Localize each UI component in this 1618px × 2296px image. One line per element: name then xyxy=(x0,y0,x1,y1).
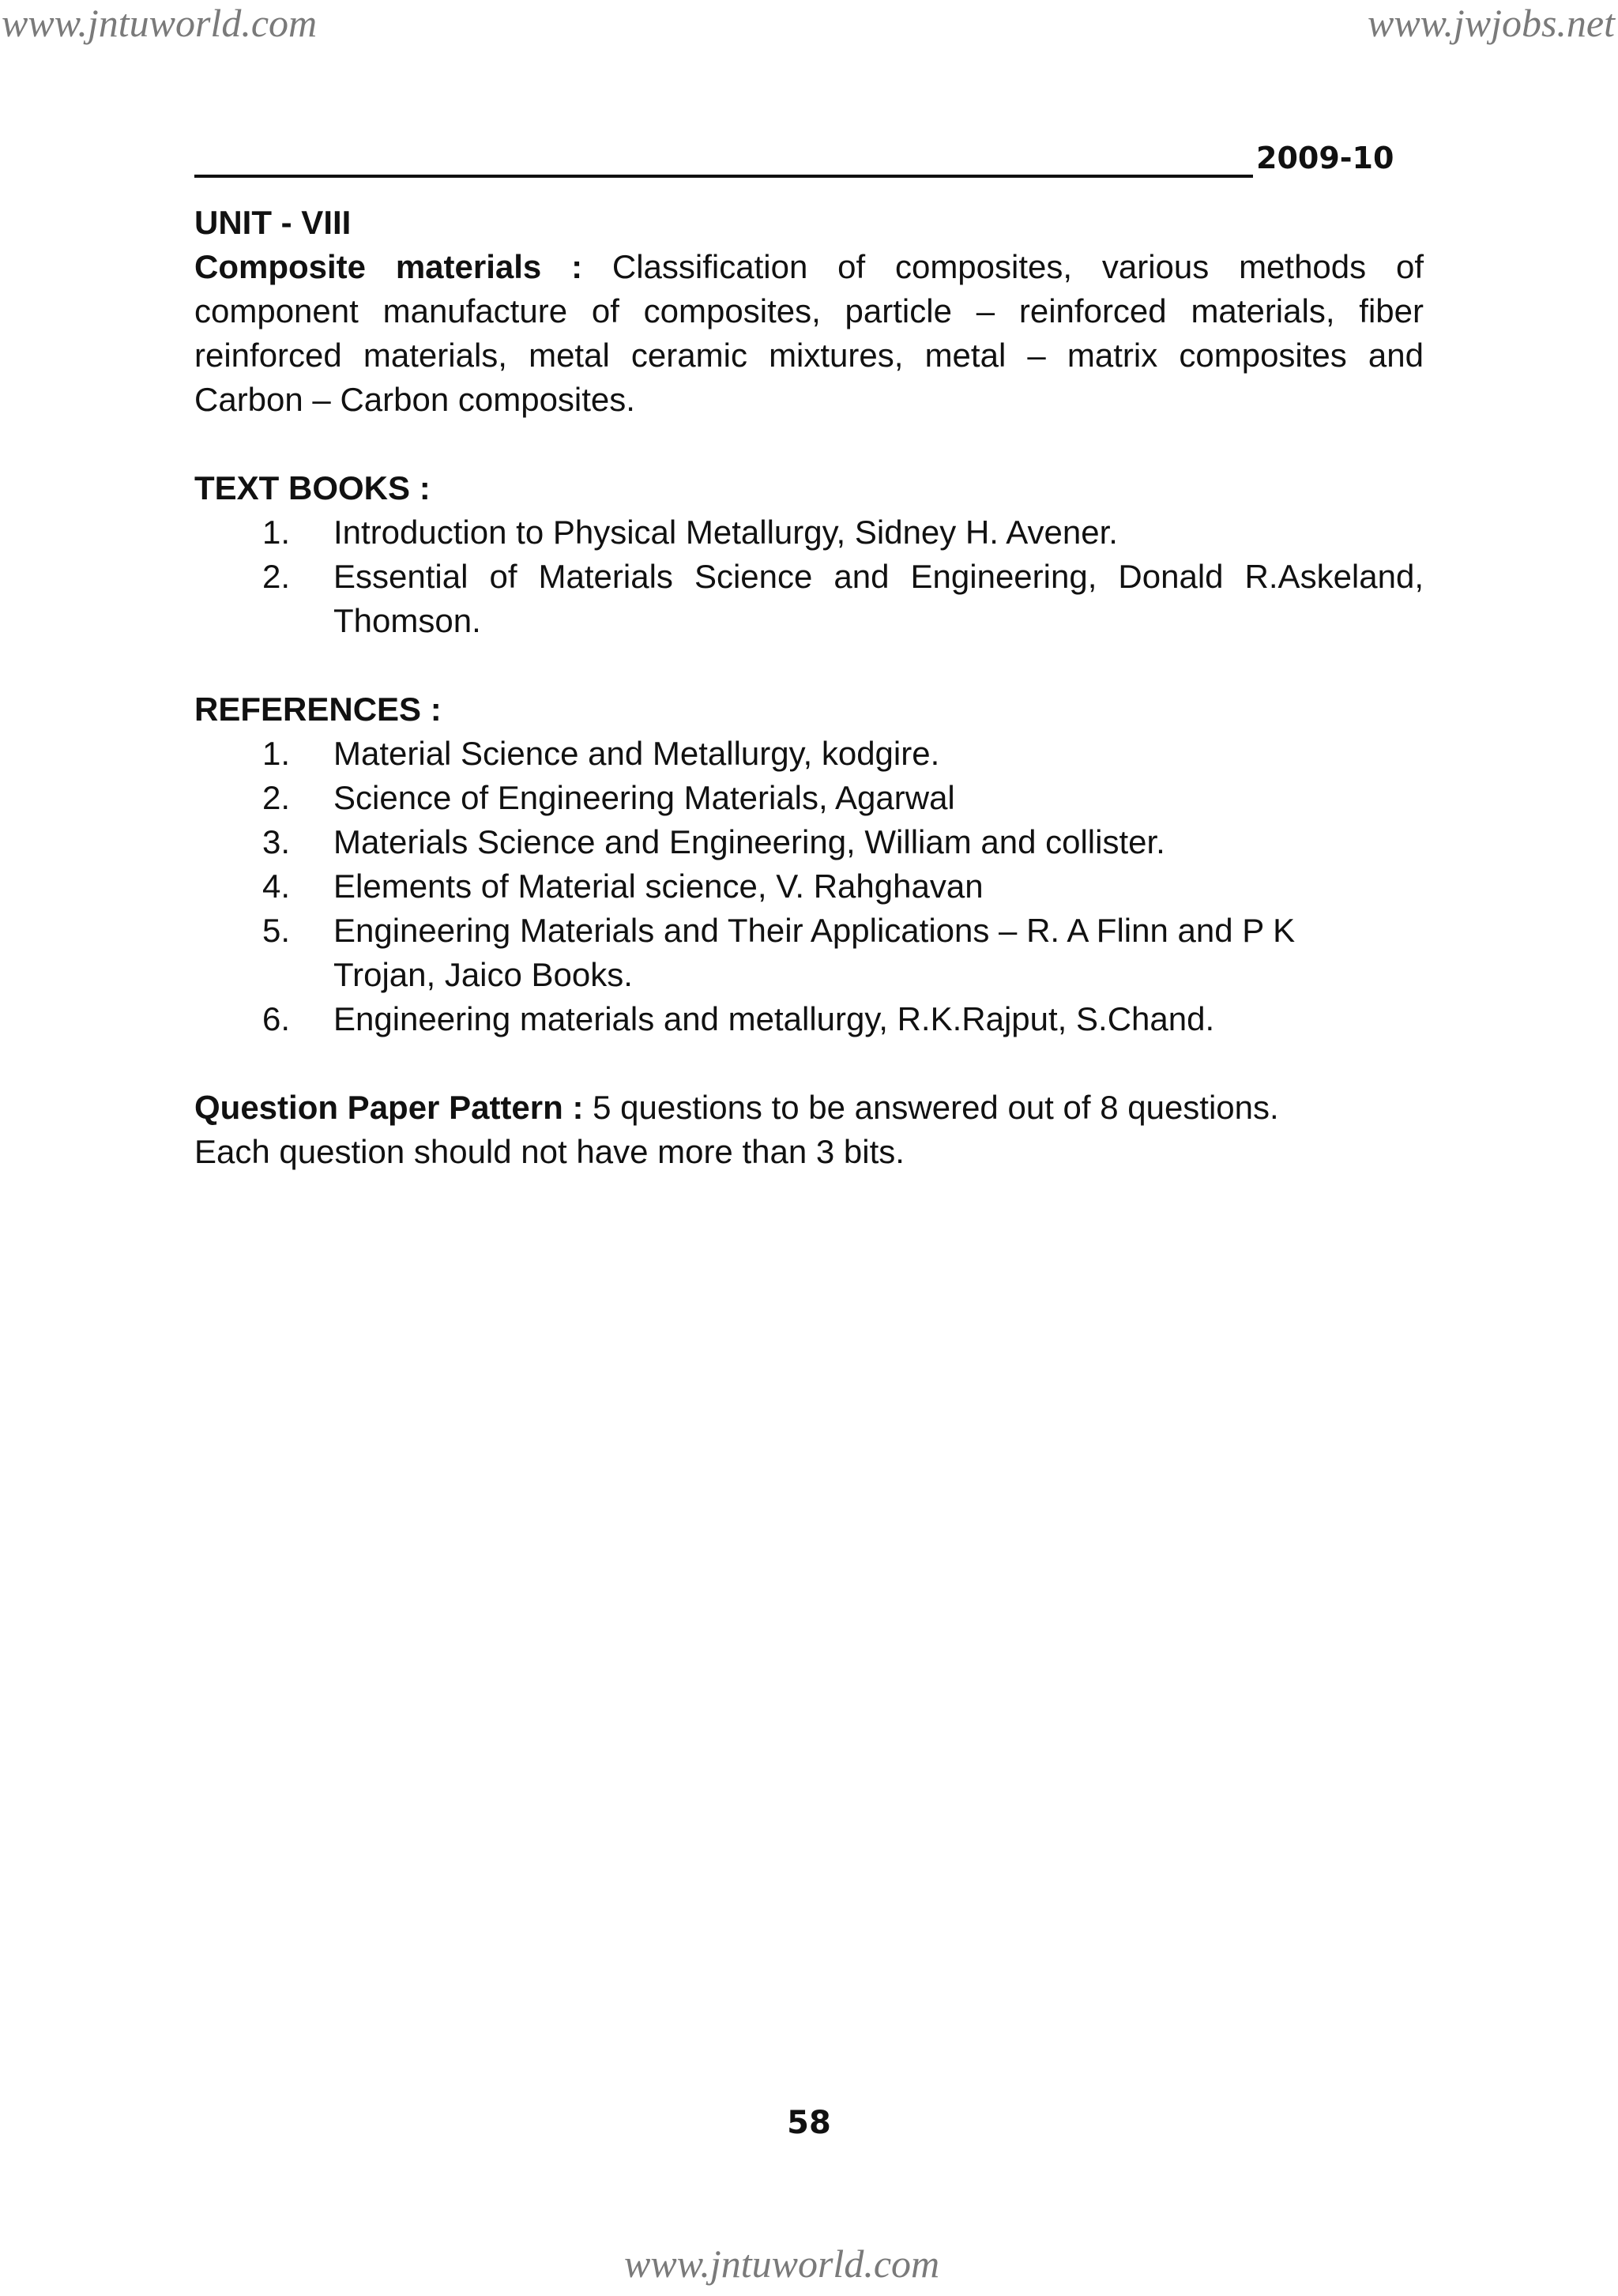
item-text: Engineering Materials and Their Applications – R. A Flinn and P K Trojan, Jaico Books. xyxy=(333,912,1296,993)
list-item xyxy=(194,997,1424,1041)
references-list xyxy=(194,732,1424,1041)
spacer xyxy=(194,1041,1424,1086)
item-number: 6. xyxy=(262,1000,291,1037)
unit-description xyxy=(194,245,1424,422)
spacer xyxy=(194,643,1424,687)
list-item xyxy=(194,864,1424,909)
page-content xyxy=(194,201,1424,1174)
watermark-bottom: www.jntuworld.com xyxy=(624,2241,940,2286)
item-text: Materials Science and Engineering, William and collister. xyxy=(333,823,1165,860)
text-books-list xyxy=(194,510,1424,643)
unit-title: UNIT - VIII xyxy=(194,204,352,241)
item-text: Material Science and Metallurgy, kodgire. xyxy=(333,735,940,772)
item-number: 2. xyxy=(262,779,291,816)
list-item xyxy=(194,555,1424,643)
item-text: Essential of Materials Science and Engineering, Donald R.Askeland, Thomson. xyxy=(333,558,1424,639)
list-item xyxy=(194,776,1424,820)
header-year: 2009-10 xyxy=(1256,141,1394,175)
item-number: 5. xyxy=(262,912,291,949)
item-number: 1. xyxy=(262,514,291,551)
topic-text: Classification of composites, various methods of component manufacture of composites, particle – reinforced materials, fiber reinforced materials, metal ceramic mixtures, metal – matrix composites and Carbon – Carbon composites. xyxy=(194,248,1424,418)
question-paper-label: Question Paper Pattern : xyxy=(194,1089,584,1126)
item-text: Engineering materials and metallurgy, R.K.Rajput, S.Chand. xyxy=(333,1000,1215,1037)
page-number: 58 xyxy=(787,2105,831,2141)
text-books-heading: TEXT BOOKS : xyxy=(194,469,431,506)
watermark-top-left: www.jntuworld.com xyxy=(2,1,318,45)
item-text: Elements of Material science, V. Rahghavan xyxy=(333,868,984,905)
watermark-top-right: www.jwjobs.net xyxy=(1367,1,1615,45)
question-paper-text: 5 questions to be answered out of 8 questions. Each question should not have more than 3 bits. xyxy=(194,1089,1279,1170)
topic-label: Composite materials : xyxy=(194,248,583,285)
header-rule xyxy=(194,175,1253,178)
item-number: 4. xyxy=(262,868,291,905)
item-text: Science of Engineering Materials, Agarwal xyxy=(333,779,955,816)
item-number: 3. xyxy=(262,823,291,860)
list-item xyxy=(194,510,1424,555)
list-item xyxy=(194,820,1424,864)
item-number: 1. xyxy=(262,735,291,772)
spacer xyxy=(194,422,1424,466)
list-item xyxy=(194,732,1424,776)
item-number: 2. xyxy=(262,558,291,595)
list-item xyxy=(194,909,1424,997)
references-heading: REFERENCES : xyxy=(194,691,442,728)
question-paper-pattern xyxy=(194,1086,1424,1174)
item-text: Introduction to Physical Metallurgy, Sidney H. Avener. xyxy=(333,514,1118,551)
